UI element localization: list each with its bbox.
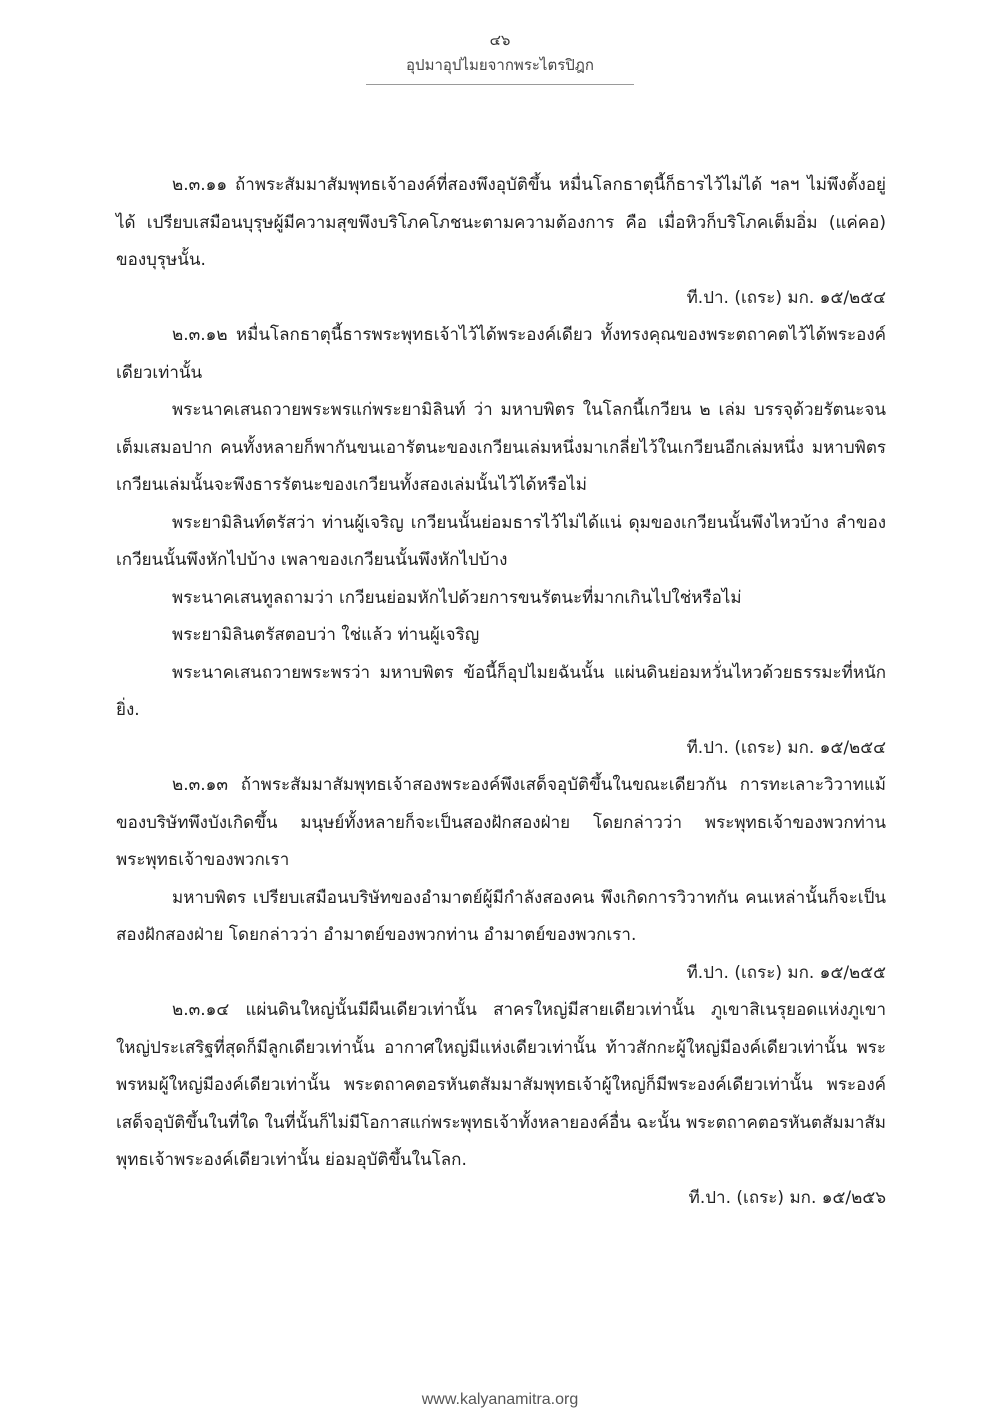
- reference-citation: ที.ปา. (เถระ) มก. ๑๕/๒๕๔: [686, 287, 886, 308]
- paragraph-2-3-12: ๒.๓.๑๒ หมื่นโลกธาตุนี้ธารพระพุทธเจ้าไว้ได้พระองค์เดียว ทั้งทรงคุณของพระตถาคตไว้ได้พระองค์เดียวเท่านั้น: [116, 325, 886, 383]
- header-divider: [366, 84, 634, 85]
- footer-website: www.kalyanamitra.org: [421, 1391, 579, 1408]
- reference-citation: ที.ปา. (เถระ) มก. ๑๕/๒๕๕: [686, 962, 886, 983]
- paragraph: พระนาคเสนถวายพระพรว่า มหาบพิตร ข้อนี้ก็อุปไมยฉันนั้น แผ่นดินย่อมหวั่นไหวด้วยธรรมะที่หนักยิ่ง.: [116, 662, 886, 720]
- paragraph: พระนาคเสนถวายพระพรแก่พระยามิลินท์ ว่า มหาบพิตร ในโลกนี้เกวียน ๒ เล่ม บรรจุด้วยรัตนะจนเต็มเสมอปาก คนทั้งหลายก็พากันขนเอารัตนะของเกวียนเล่มหนึ่งมาเกลี่ยไว้ในเกวียนอีกเล่มหนึ่ง มหาบพิตร เกวียนเล่มนั้นจะพึงธารรัตนะของเกวียนทั้งสองเล่มนั้นไว้ได้หรือไม่: [116, 400, 886, 495]
- paragraph-2-3-13: ๒.๓.๑๓ ถ้าพระสัมมาสัมพุทธเจ้าสองพระองค์พึงเสด็จอุบัติขึ้นในขณะเดียวกัน การทะเลาะวิวาทแม้ของบริษัทพึงบังเกิดขึ้น มนุษย์ทั้งหลายก็จะเป็นสองฝักสองฝ่าย โดยกล่าวว่า พระพุทธเจ้าของพวกท่าน พระพุทธเจ้าของพวกเรา: [116, 775, 886, 870]
- book-title: อุปมาอุปไมยจากพระไตรปิฎก: [406, 56, 594, 74]
- paragraph-2-3-14: ๒.๓.๑๔ แผ่นดินใหญ่นั้นมีผืนเดียวเท่านั้น สาครใหญ่มีสายเดียวเท่านั้น ภูเขาสิเนรุยอดแห่งภูเขาใหญ่ประเสริฐที่สุดก็มีลูกเดียวเท่านั้น อากาศใหญ่มีแห่งเดียวเท่านั้น ท้าวสักกะผู้ใหญ่มีองค์เดียวเท่านั้น พระพรหมผู้ใหญ่มีองค์เดียวเท่านั้น พระตถาคตอรหันตสัมมาสัมพุทธเจ้าผู้ใหญ่ก็มีพระองค์เดียวเท่านั้น พระองค์เสด็จอุบัติขึ้นในที่ใด ในที่นั้นก็ไม่มีโอกาสแก่พระพุทธเจ้าทั้งหลายองค์อื่น ฉะนั้น พระตถาคตอรหันตสัมมาสัมพุทธเจ้าพระองค์เดียวเท่านั้น ย่อมอุบัติขึ้นในโลก.: [116, 1000, 886, 1170]
- reference-citation: ที.ปา. (เถระ) มก. ๑๕/๒๕๔: [686, 737, 886, 758]
- page-header: [0, 30, 1000, 85]
- paragraph: พระยามิลินตรัสตอบว่า ใช่แล้ว ท่านผู้เจริญ: [172, 625, 480, 645]
- paragraph: พระนาคเสนทูลถามว่า เกวียนย่อมหักไปด้วยการขนรัตนะที่มากเกินไปใช่หรือไม่: [172, 587, 742, 608]
- page-number: ๔๖: [489, 31, 511, 49]
- paragraph-2-3-11: ๒.๓.๑๑ ถ้าพระสัมมาสัมพุทธเจ้าองค์ที่สองพึงอุบัติขึ้น หมื่นโลกธาตุนี้ก็ธารไว้ไม่ได้ ฯลฯ ไม่พึงตั้งอยู่ได้ เปรียบเสมือนบุรุษผู้มีความสุขพึงบริโภคโภชนะตามความต้องการ คือ เมื่อหิวก็บริโภคเต็มอิ่ม (แค่คอ) ของบุรุษนั้น.: [116, 175, 886, 270]
- paragraph: พระยามิลินท์ตรัสว่า ท่านผู้เจริญ เกวียนนั้นย่อมธารไว้ไม่ได้แน่ ดุมของเกวียนนั้นพึงไหวบ้าง ลำของเกวียนนั้นพึงหักไปบ้าง เพลาของเกวียนนั้นพึงหักไปบ้าง: [116, 512, 886, 570]
- reference-citation: ที.ปา. (เถระ) มก. ๑๕/๒๕๖: [688, 1187, 886, 1208]
- paragraph: มหาบพิตร เปรียบเสมือนบริษัทของอำมาตย์ผู้มีกำลังสองคน พึงเกิดการวิวาทกัน คนเหล่านั้นก็จะเป็นสองฝักสองฝ่าย โดยกล่าวว่า อำมาตย์ของพวกท่าน อำมาตย์ของพวกเรา.: [116, 887, 886, 945]
- document-body: [116, 167, 886, 1217]
